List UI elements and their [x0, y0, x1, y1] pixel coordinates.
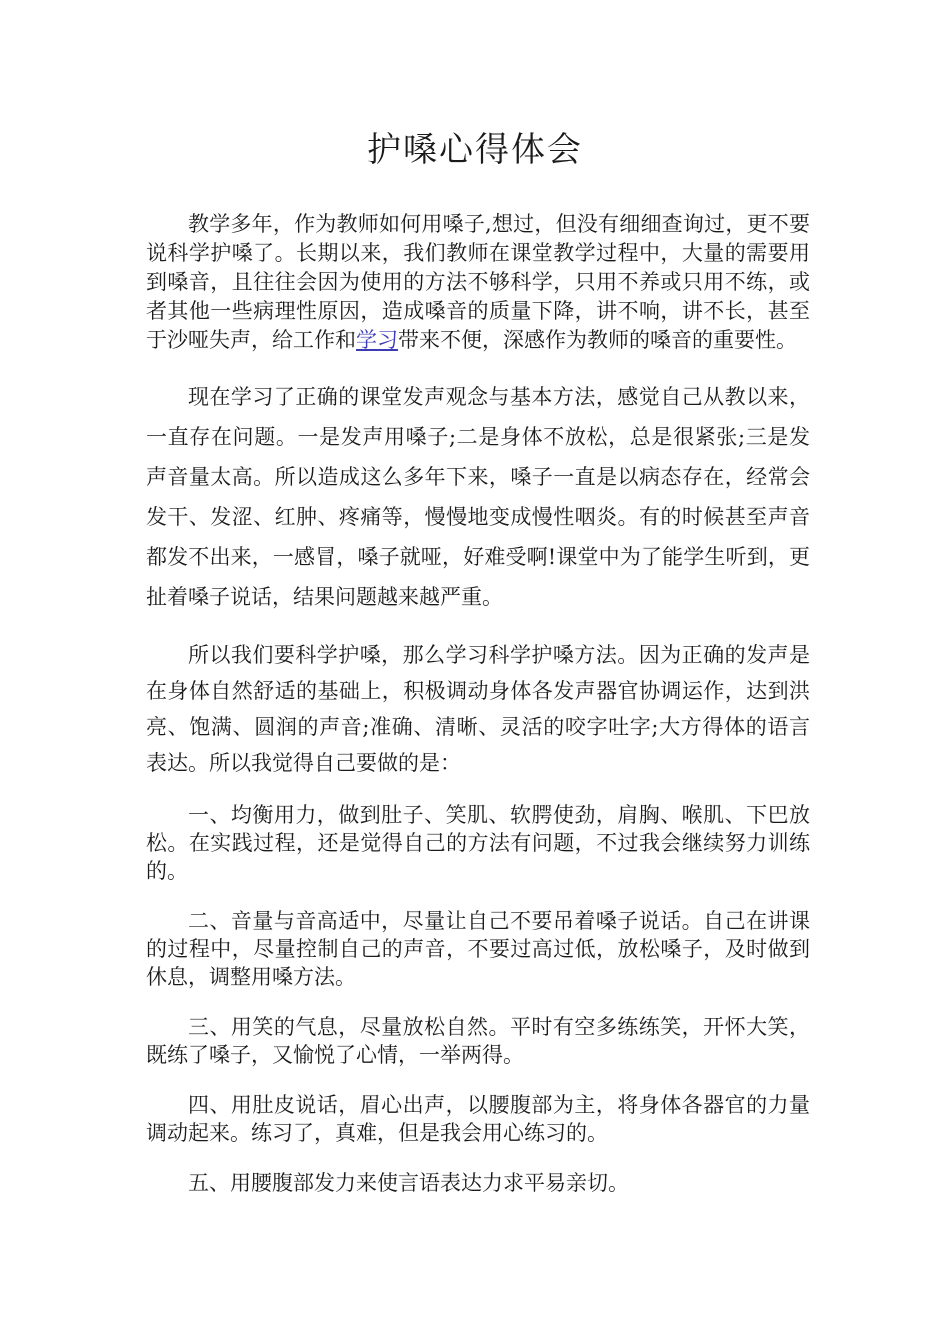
study-link[interactable]: 学习	[356, 328, 398, 352]
paragraph-point-5: 五、用腰腹部发力来使言语表达力求平易亲切。	[188, 1171, 629, 1195]
document-body	[146, 210, 810, 1197]
paragraph-problems: 现在学习了正确的课堂发声观念与基本方法，感觉自己从教以来，一直存在问题。一是发声用嗓子;二是身体不放松，总是很紧张;三是发声音量太高。所以造成这么多年下来，嗓子一直是以病态存在，经常会发干、发涩、红肿、疼痛等，慢慢地变成慢性咽炎。有的时候甚至声音都发不出来，一感冒，嗓子就哑，好难受啊!课堂中为了能学生听到，更扯着嗓子说话，结果问题越来越严重。	[146, 385, 810, 609]
paragraph-intro-text-before: 教学多年，作为教师如何用嗓子,想过，但没有细细查询过，更不要说科学护嗓了。长期以来，我们教师在课堂教学过程中，大量的需要用到嗓音，且往往会因为使用的方法不够科学，只用不养或只用不练，或者其他一些病理性原因，造成嗓音的质量下降，讲不响，讲不长，甚至于沙哑失声，给工作和	[146, 212, 810, 352]
document-title: 护嗓心得体会	[367, 130, 583, 170]
paragraph-method: 所以我们要科学护嗓，那么学习科学护嗓方法。因为正确的发声是在身体自然舒适的基础上，积极调动身体各发声器官协调运作，达到洪亮、饱满、圆润的声音;准确、清晰、灵活的咬字吐字;大方得体的语言表达。所以我觉得自己要做的是：	[146, 643, 810, 775]
paragraph-intro-text-after: 带来不便，深感作为教师的嗓音的重要性。	[398, 328, 797, 352]
paragraph-point-4: 四、用肚皮说话，眉心出声，以腰腹部为主，将身体各器官的力量调动起来。练习了，真难，但是我会用心练习的。	[146, 1093, 810, 1145]
paragraph-point-1: 一、均衡用力，做到肚子、笑肌、软腭使劲，肩胸、喉肌、下巴放松。在实践过程，还是觉得自己的方法有问题，不过我会继续努力训练的。	[146, 803, 810, 883]
paragraph-point-2: 二、音量与音高适中，尽量让自己不要吊着嗓子说话。自己在讲课的过程中，尽量控制自己的声音，不要过高过低，放松嗓子，及时做到休息，调整用嗓方法。	[146, 909, 810, 989]
paragraph-intro	[146, 210, 810, 355]
paragraph-point-3: 三、用笑的气息，尽量放松自然。平时有空多练练笑，开怀大笑，既练了嗓子，又愉悦了心情，一举两得。	[146, 1015, 810, 1067]
